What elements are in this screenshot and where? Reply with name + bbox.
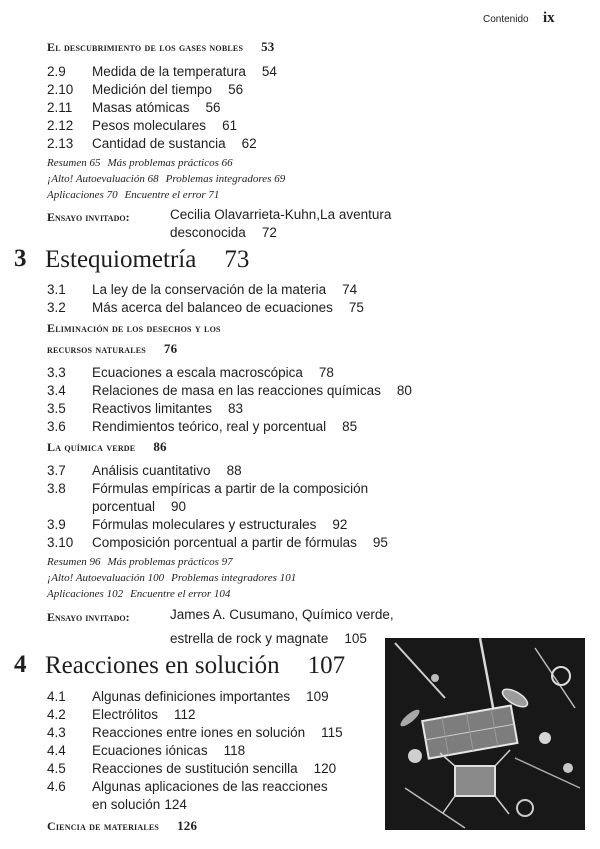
entry-title: La ley de la conservación de la materia xyxy=(92,282,327,297)
entry-page: 92 xyxy=(332,517,348,532)
entry-title: en solución xyxy=(92,797,161,812)
entry-title: Fórmulas moleculares y estructurales xyxy=(92,517,317,532)
entry-title: Reactivos limitantes xyxy=(92,401,213,416)
essay-title-line1[interactable]: Cecilia Olavarrieta-Kuhn,La aventura xyxy=(170,207,392,222)
entry-page: 109 xyxy=(306,689,329,704)
entry-title: Ecuaciones a escala macroscópica xyxy=(92,365,303,380)
entry-title: porcentual xyxy=(92,499,156,514)
entry-page: 88 xyxy=(226,463,242,478)
entry-page: 54 xyxy=(261,64,277,79)
entry-page: 118 xyxy=(223,743,246,758)
review-links-2a[interactable] xyxy=(47,157,240,169)
entry-number: 3.6 xyxy=(47,419,66,434)
entry-number: 2.13 xyxy=(47,136,74,151)
entry-title: Algunas aplicaciones de las reacciones xyxy=(92,779,328,794)
entry-title: Relaciones de masa en las reacciones químicas xyxy=(92,383,381,398)
entry-number: 3.10 xyxy=(47,535,74,550)
diatom-micrograph-svg xyxy=(385,638,585,830)
section-label: El descubrimiento de los gases nobles xyxy=(47,40,244,54)
entry-page: 124 xyxy=(164,797,187,812)
page-number: ix xyxy=(543,10,555,26)
chapter-page: 73 xyxy=(224,246,250,273)
entry-number: 4.4 xyxy=(47,743,66,758)
review-link[interactable]: Resumen 96 xyxy=(47,556,101,568)
review-link[interactable]: Más problemas prácticos 66 xyxy=(107,157,233,169)
review-links-3b[interactable] xyxy=(47,572,303,584)
entry-page: 62 xyxy=(241,136,257,151)
essay-title-text: desconocida xyxy=(170,225,246,240)
review-link[interactable]: Problemas integradores 69 xyxy=(165,173,286,185)
section-page: 76 xyxy=(163,341,178,356)
essay-title-line2[interactable] xyxy=(170,631,367,646)
essay-title-line1[interactable]: James A. Cusumano, Químico verde, xyxy=(170,607,394,622)
entry-title: Análisis cuantitativo xyxy=(92,463,211,478)
section-label: recursos naturales xyxy=(47,342,146,356)
entry-page: 56 xyxy=(228,82,244,97)
entry-page: 56 xyxy=(205,100,221,115)
entry-number: 4.2 xyxy=(47,707,66,722)
entry-number: 3.3 xyxy=(47,365,66,380)
entry-page: 75 xyxy=(348,300,364,315)
section-heading-residuos-1[interactable]: Eliminación de los desechos y los xyxy=(47,321,221,335)
essay-page: 105 xyxy=(344,631,367,646)
entry-page: 115 xyxy=(321,725,343,740)
entry-title: Algunas definiciones importantes xyxy=(92,689,291,704)
entry-title: Cantidad de sustancia xyxy=(92,136,226,151)
running-header-label: Contenido xyxy=(483,14,529,25)
review-links-3a[interactable] xyxy=(47,556,240,568)
entry-title: Medición del tiempo xyxy=(92,82,213,97)
review-link[interactable]: Aplicaciones 102 xyxy=(47,588,124,600)
entry-page: 74 xyxy=(342,282,358,297)
chapter-title-3[interactable] xyxy=(45,246,249,274)
entry-number: 2.11 xyxy=(47,100,73,115)
entry-number: 2.12 xyxy=(47,118,74,133)
review-link[interactable]: Problemas integradores 101 xyxy=(171,572,297,584)
section-heading-gases[interactable] xyxy=(47,39,275,55)
entry-number: 2.10 xyxy=(47,82,74,97)
review-link[interactable]: ¡Alto! Autoevaluación 68 xyxy=(47,173,159,185)
chapter-title-text: Estequiometría xyxy=(45,246,197,273)
entry-title: Rendimientos teórico, real y porcentual xyxy=(92,419,327,434)
chapter-number: 4 xyxy=(14,651,27,678)
entry-title: Pesos moleculares xyxy=(92,118,207,133)
section-page: 86 xyxy=(153,439,167,454)
entry-title: Medida de la temperatura xyxy=(92,64,246,79)
entry-title: Ecuaciones iónicas xyxy=(92,743,208,758)
essay-page: 72 xyxy=(261,225,277,240)
entry-page: 83 xyxy=(228,401,244,416)
section-heading-residuos-2[interactable] xyxy=(47,341,177,357)
entry-number: 4.3 xyxy=(47,725,66,740)
chapter-title-4[interactable] xyxy=(45,652,345,680)
entry-title: Fórmulas empíricas a partir de la composición xyxy=(92,481,369,496)
toc-entry-4-6-cont[interactable] xyxy=(92,797,187,812)
entry-number: 4.5 xyxy=(47,761,66,776)
entry-number: 3.2 xyxy=(47,300,66,315)
entry-page: 80 xyxy=(396,383,412,398)
section-heading-verde[interactable] xyxy=(47,439,167,455)
section-heading-materiales[interactable] xyxy=(47,818,197,834)
entry-title: Electrólitos xyxy=(92,707,159,722)
review-link[interactable]: ¡Alto! Autoevaluación 100 xyxy=(47,572,165,584)
section-label: La química verde xyxy=(47,440,136,454)
review-link[interactable]: Resumen 65 xyxy=(47,157,101,169)
essay-label: Ensayo invitado: xyxy=(47,210,130,224)
review-link[interactable]: Más problemas prácticos 97 xyxy=(107,556,233,568)
chapter-page: 107 xyxy=(307,652,346,679)
essay-title-line2[interactable] xyxy=(170,225,277,240)
essay-title-text: estrella de rock y magnate xyxy=(170,631,329,646)
entry-page: 120 xyxy=(313,761,337,776)
chapter-number: 3 xyxy=(14,245,27,272)
section-label: Ciencia de materiales xyxy=(47,819,160,833)
entry-number: 2.9 xyxy=(47,64,66,79)
diatom-micrograph xyxy=(385,638,585,830)
entry-title: Más acerca del balanceo de ecuaciones xyxy=(92,300,333,315)
entry-number: 4.6 xyxy=(47,779,66,794)
essay-label: Ensayo invitado: xyxy=(47,610,130,624)
entry-page: 90 xyxy=(171,499,187,514)
chapter-title-text: Reacciones en solución xyxy=(45,652,280,679)
entry-number: 3.7 xyxy=(47,463,66,478)
review-links-3c[interactable] xyxy=(47,588,237,600)
entry-number: 4.1 xyxy=(47,689,66,704)
entry-page: 112 xyxy=(174,707,196,722)
review-link[interactable]: Aplicaciones 70 xyxy=(47,189,118,201)
entry-title: Reacciones entre iones en solución xyxy=(92,725,306,740)
review-links-2c[interactable] xyxy=(47,189,226,201)
entry-title: Reacciones de sustitución sencilla xyxy=(92,761,298,776)
entry-title: Masas atómicas xyxy=(92,100,190,115)
entry-page: 78 xyxy=(318,365,334,380)
entry-page: 95 xyxy=(372,535,388,550)
entry-number: 3.1 xyxy=(47,282,66,297)
entry-page: 61 xyxy=(222,118,238,133)
review-link[interactable]: Encuentre el error 104 xyxy=(130,588,231,600)
toc-entry-3-8-cont[interactable] xyxy=(92,499,186,514)
section-page: 126 xyxy=(177,818,198,833)
section-page: 53 xyxy=(261,39,275,54)
review-link[interactable]: Encuentre el error 71 xyxy=(124,189,220,201)
entry-number: 3.8 xyxy=(47,481,66,496)
entry-title: Composición porcentual a partir de fórmulas xyxy=(92,535,357,550)
entry-page: 85 xyxy=(342,419,358,434)
entry-number: 3.4 xyxy=(47,383,66,398)
review-links-2b[interactable] xyxy=(47,173,292,185)
entry-number: 3.5 xyxy=(47,401,66,416)
entry-number: 3.9 xyxy=(47,517,66,532)
